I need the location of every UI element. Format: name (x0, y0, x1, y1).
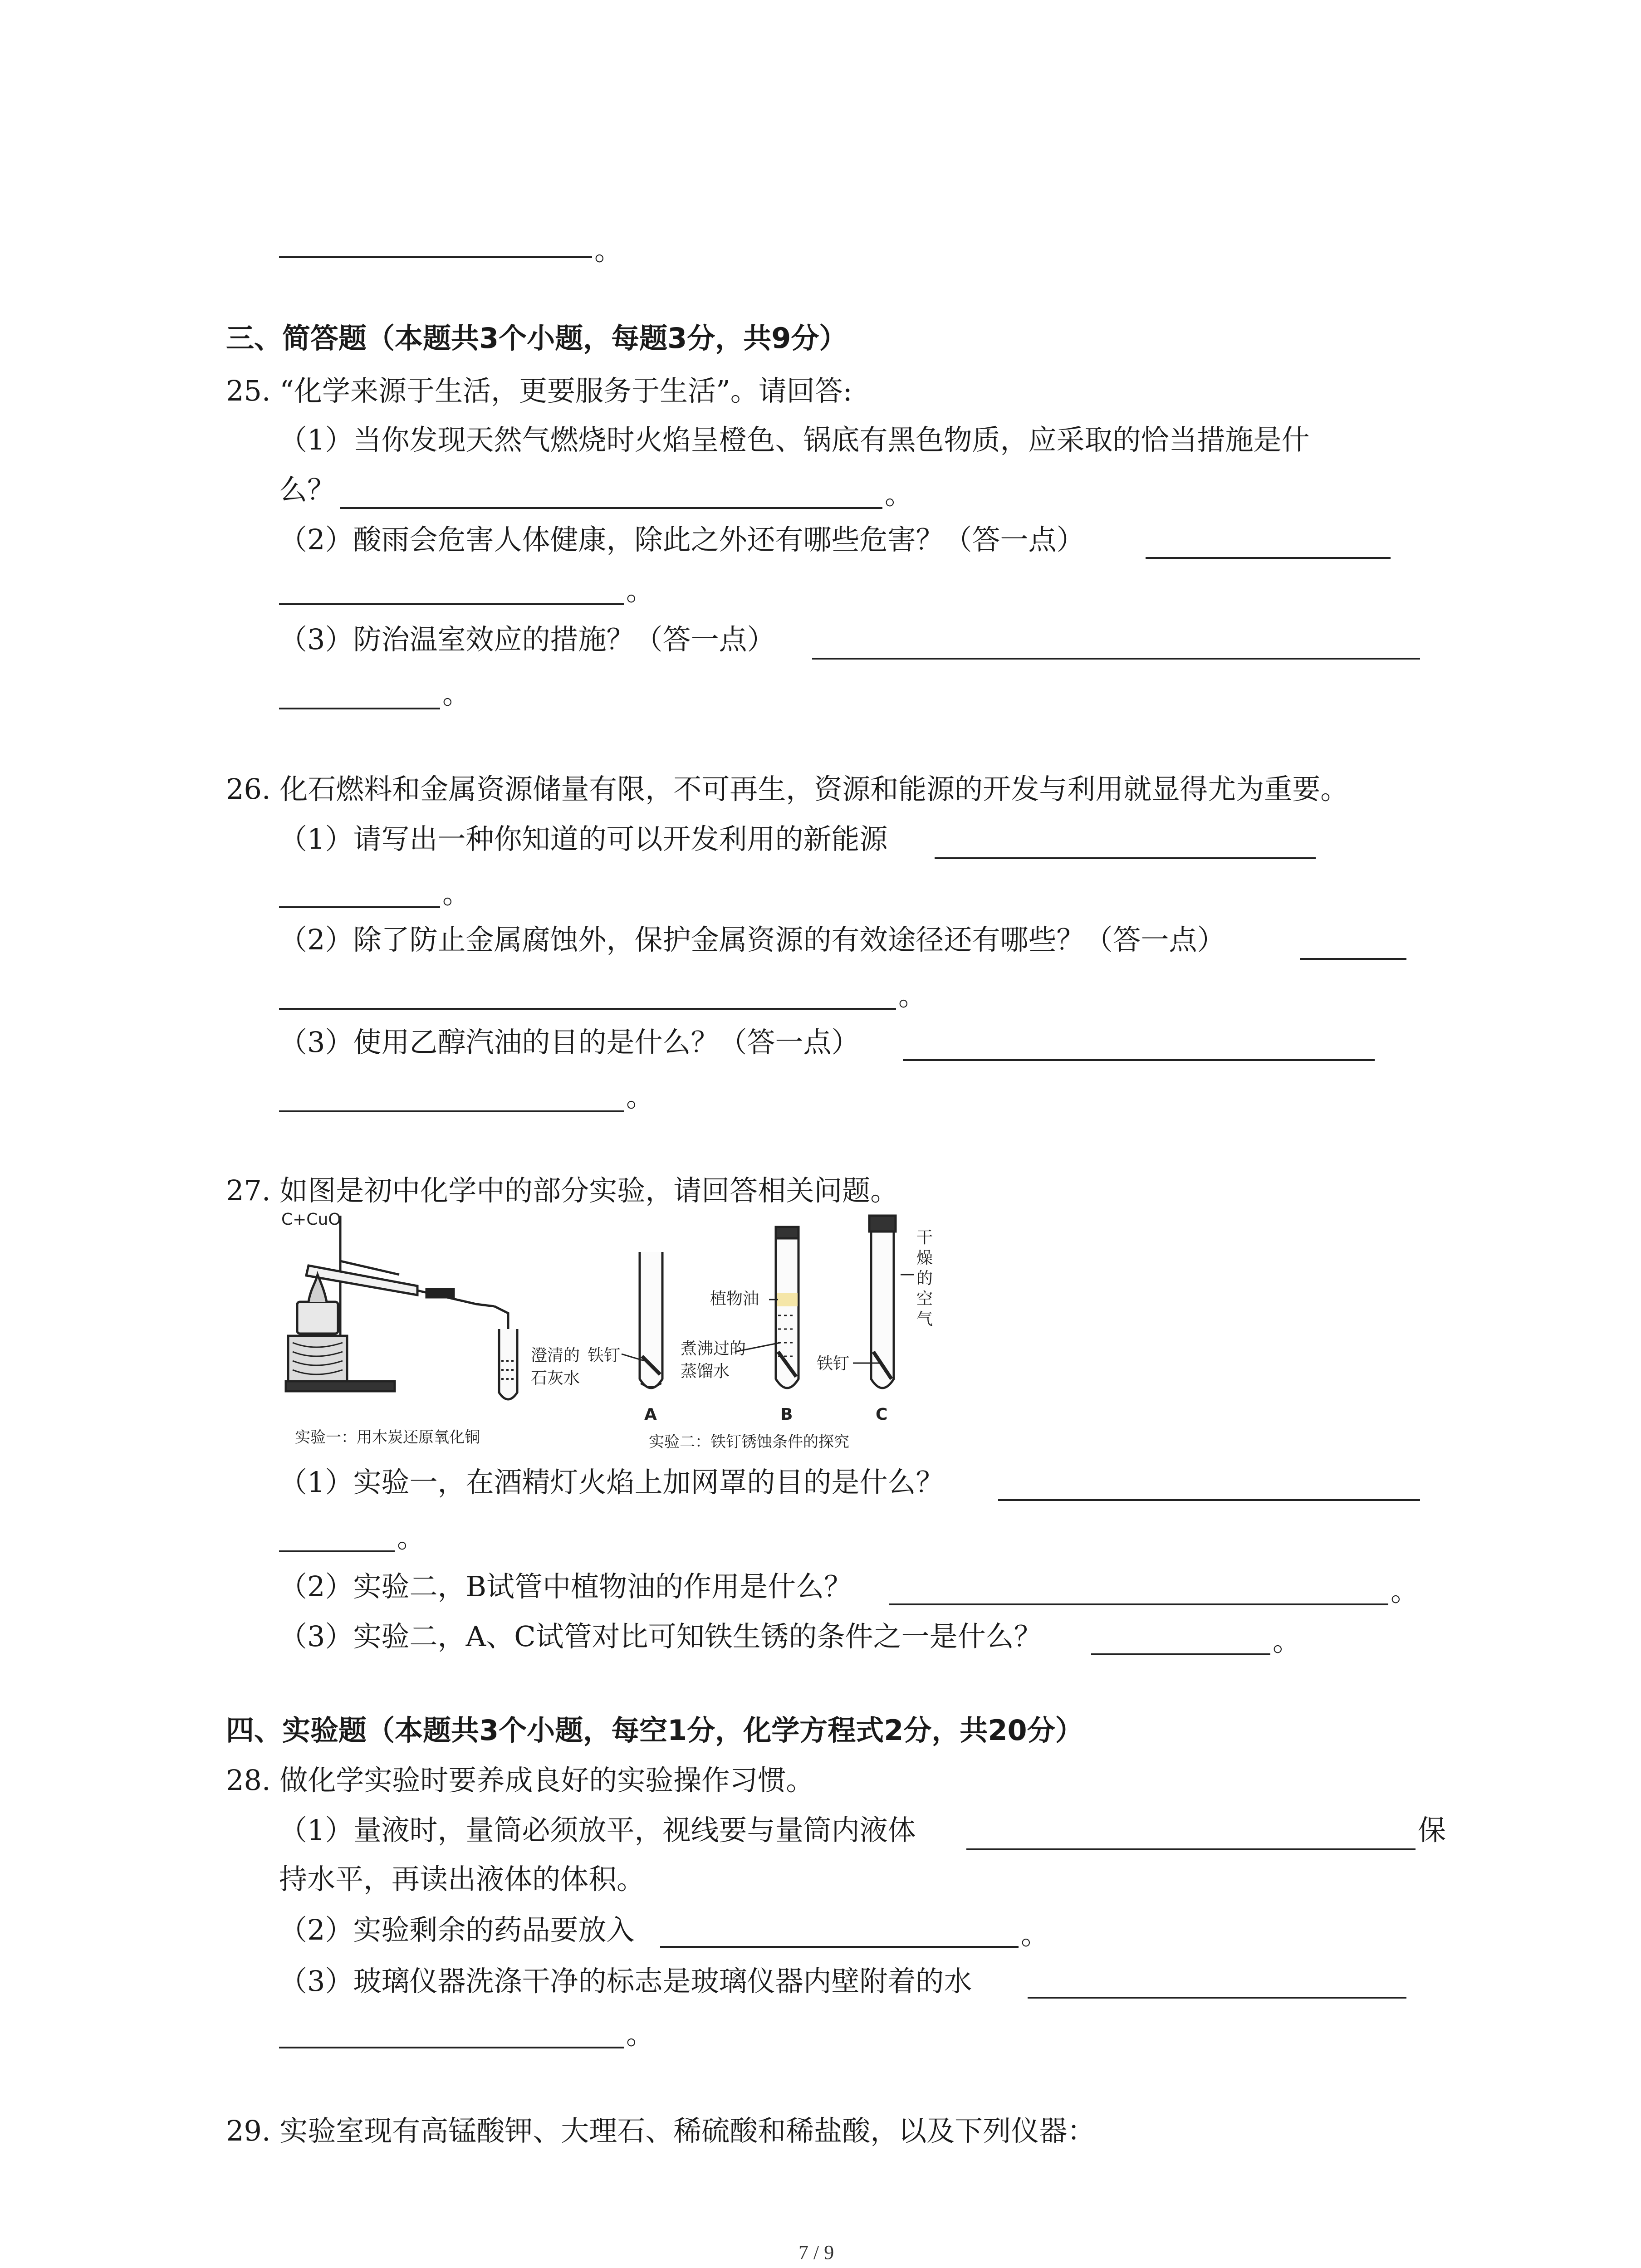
answer-blank[interactable] (279, 708, 440, 709)
page-number: 7 / 9 (798, 2241, 834, 2263)
experiment-1-apparatus (286, 1216, 517, 1399)
question-25-part-3: （3）防治温室效应的措施？（答一点） (279, 623, 775, 656)
answer-blank[interactable] (1300, 958, 1406, 960)
period: 。 (885, 478, 913, 511)
question-27-part-3: （3）实验二，A、C试管对比可知铁生锈的条件之一是什么？ (279, 1620, 1042, 1653)
figure-label-iron-nail-b: 铁钉 (817, 1354, 850, 1373)
section-heading: 四、实验题（本题共3个小题，每空1分，化学方程式2分，共20分） (226, 1714, 1083, 1747)
period: 。 (1021, 1918, 1049, 1951)
figure-label-dry-air-4: 空 (916, 1290, 933, 1308)
figure-label-dry-air-2: 燥 (916, 1249, 933, 1267)
answer-blank[interactable] (812, 658, 1420, 660)
answer-blank[interactable] (279, 1110, 624, 1112)
figure-label-boiled-1: 煮沸过的 (681, 1339, 746, 1358)
period: 。 (442, 877, 471, 910)
answer-blank[interactable] (966, 1848, 1416, 1850)
answer-blank[interactable] (340, 507, 882, 509)
figure-caption-experiment-1: 实验一：用木炭还原氧化铜 (295, 1428, 480, 1447)
figure-label-limewater-2: 石灰水 (531, 1369, 580, 1388)
answer-blank[interactable] (1091, 1653, 1270, 1655)
answer-blank[interactable] (935, 857, 1316, 859)
period: 。 (898, 979, 927, 1012)
figure-label-dry-air-3: 的 (916, 1269, 933, 1288)
question-28-part-1: （1）量液时，量筒必须放平，视线要与量筒内液体 (279, 1813, 916, 1847)
figure-label-limewater-1: 澄清的 (531, 1346, 580, 1365)
experiment-2-apparatus (622, 1216, 914, 1388)
answer-blank[interactable] (279, 1550, 395, 1552)
question-25-part-1: （1）当你发现天然气燃烧时火焰呈橙色、锅底有黑色物质，应采取的恰当措施是什 (279, 423, 1310, 456)
question-29-stem: 29. 实验室现有高锰酸钾、大理石、稀硫酸和稀盐酸，以及下列仪器： (226, 2114, 1096, 2147)
period: 。 (1273, 1624, 1301, 1657)
period: 。 (442, 677, 471, 710)
question-27-stem: 27. 如图是初中化学中的部分实验，请回答相关问题。 (226, 1174, 899, 1207)
figure-label-veg-oil: 植物油 (710, 1290, 759, 1308)
answer-blank[interactable] (889, 1603, 1388, 1605)
question-28-part-3: （3）玻璃仪器洗涤干净的标志是玻璃仪器内壁附着的水 (279, 1965, 972, 1998)
question-27-part-2: （2）实验二，B试管中植物油的作用是什么？ (279, 1570, 852, 1603)
answer-blank[interactable] (998, 1499, 1420, 1501)
period: 。 (626, 574, 655, 607)
period: 。 (397, 1521, 426, 1554)
period: 。 (626, 1080, 655, 1113)
question-26-part-2: （2）除了防止金属腐蚀外，保护金属资源的有效途径还有哪些？（答一点） (279, 923, 1225, 956)
figure-label-dry-air-5: 气 (916, 1310, 933, 1329)
answer-blank[interactable] (279, 603, 624, 605)
period: 。 (1391, 1574, 1419, 1608)
answer-blank[interactable] (1028, 1997, 1406, 1999)
figure-label-tube-b: B (780, 1405, 793, 1424)
question-26-part-1: （1）请写出一种你知道的可以开发利用的新能源 (279, 822, 888, 855)
figure-label-tube-a: A (644, 1405, 657, 1424)
figure-label-iron-nail-a: 铁钉 (588, 1346, 621, 1365)
answer-blank[interactable] (903, 1059, 1375, 1061)
figure-label-tube-c: C (876, 1405, 888, 1424)
question-27-part-1: （1）实验一，在酒精灯火焰上加网罩的目的是什么？ (279, 1466, 944, 1499)
figure-label-boiled-2: 蒸馏水 (681, 1362, 730, 1381)
period: 。 (626, 2018, 655, 2051)
figure-caption-experiment-2: 实验二：铁钉锈蚀条件的探究 (649, 1433, 849, 1451)
section-heading: 三、简答题（本题共3个小题，每题3分，共9分） (226, 322, 847, 355)
question-28-part-2: （2）实验剩余的药品要放入 (279, 1913, 635, 1946)
answer-blank[interactable] (279, 256, 592, 258)
question-28-stem: 28. 做化学实验时要养成良好的实验操作习惯。 (226, 1764, 814, 1797)
question-25-part-2: （2）酸雨会危害人体健康，除此之外还有哪些危害？（答一点） (279, 523, 1085, 556)
experiment-figure (281, 1207, 962, 1461)
question-28-part-1-tail: 保 (1418, 1813, 1446, 1847)
answer-blank[interactable] (279, 2047, 624, 2048)
answer-blank[interactable] (660, 1946, 1019, 1948)
question-25-part-1-cont: 么？ (279, 473, 336, 506)
question-26-stem: 26. 化石燃料和金属资源储量有限，不可再生，资源和能源的开发与利用就显得尤为重要。 (226, 772, 1349, 806)
figure-label-reactant: C+CuO (281, 1210, 341, 1229)
answer-blank[interactable] (279, 906, 440, 908)
answer-blank[interactable] (279, 1008, 896, 1010)
period: 。 (594, 234, 623, 267)
figure-label-dry-air-1: 干 (916, 1228, 933, 1247)
answer-blank[interactable] (1146, 557, 1391, 559)
question-25-stem: 25. “化学来源于生活，更要服务于生活”。请回答: (226, 374, 852, 407)
question-26-part-3: （3）使用乙醇汽油的目的是什么？（答一点） (279, 1026, 860, 1059)
question-28-part-1-cont: 持水平，再读出液体的体积。 (279, 1862, 645, 1896)
